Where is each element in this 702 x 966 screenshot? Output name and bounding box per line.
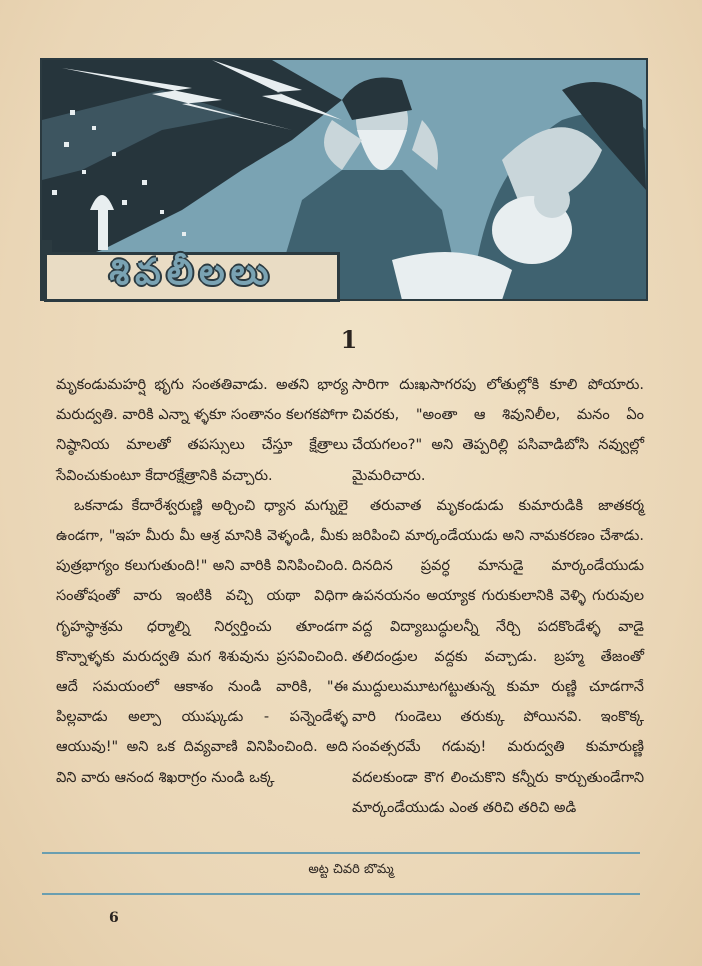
paragraph: తరువాత మృకండుడు కుమారుడికి జాతకర్మ జరిపించి మార్కండేయుడు అని నామకరణం చేశాడు. దినదిన ప్రవర్ధ మానుడై మార్కండేయుడు ఉపనయనం అయ్యాక గురుకులానికి వెళ్ళి గురువుల వద్ద విద్యాబుద్ధులన్నీ నేర్చి పదకొండేళ్ళ వాడై తలిదండ్రుల వద్దకు వచ్చాడు. బ్రహ్మ తేజంతో ముద్దులుమూటగట్టుతున్న కుమా రుణ్ణి చూడగానే వారి గుండెలు తరుక్కు పోయినవి. ఇంకొక్క సంవత్సరమే గడువు! మరుద్వతి కుమారుణ్ణి వదలకుండా కౌగ లించుకొని కన్నీరు కార్చుతుండేగాని మార్కండేయుడు ఎంత తరిచి తరిచి అడి [352, 497, 644, 816]
text-column-left [56, 370, 348, 793]
text-column-right [352, 370, 644, 823]
paragraph: ఒకనాడు కేదారేశ్వరుణ్ణి అర్చించి ధ్యాన మగ్నులై ఉండగా, "ఇహ మీరు మీ ఆశ్ర మానికి వెళ్ళండి, మీకు పుత్రభాగ్యం కలుగుతుంది!" అని వారికి వినిపించింది. సంతోషంతో వారు ఇంటికి వచ్చి యథా విధిగా గృహస్థాశ్రమ ధర్మాల్ని నిర్వర్తించు తూండగా కొన్నాళ్ళకు మరుద్వతి మగ శిశువును ప్రసవించింది. ఆదే సమయంలో ఆకాశం నుండి వారికి, "ఈ పిల్లవాడు అల్పా యుష్కుడు - పన్నెండేళ్ళ ఆయువు!" అని ఒక దివ్యవాణి వినిపించింది. అది విని వారు ఆనంద శిఖరాగ్రం నుండి ఒక్క [56, 497, 348, 786]
page-number: 6 [109, 910, 119, 926]
chapter-number: 1 [340, 325, 358, 354]
footer-note: అట్ట చివరి బొమ్మ [308, 862, 394, 877]
paragraph: సారిగా దుఃఖసాగరపు లోతుల్లోకి కూలి పోయారు. చివరకు, "అంతా ఆ శివునిలీల, మనం ఏం చేయగలం?" అని తెప్పరిల్లి పసివాడిబోసి నవ్వుల్లో మైమరిచారు. [352, 377, 644, 484]
story-title: శివలీలలు [44, 252, 340, 302]
footer-divider-top [42, 852, 640, 854]
footer-divider-bottom [42, 893, 640, 895]
paragraph: మృకండుమహర్షి భృగు సంతతివాడు. అతని భార్య మరుద్వతి. వారికి ఎన్నా ళ్ళకూ సంతానం కలగకపోగా నిష్ఠానియ మాలతో తపస్సులు చేస్తూ క్షేత్రాలు సేవించుకుంటూ కేదారక్షేత్రానికి వచ్చారు. [56, 377, 348, 484]
